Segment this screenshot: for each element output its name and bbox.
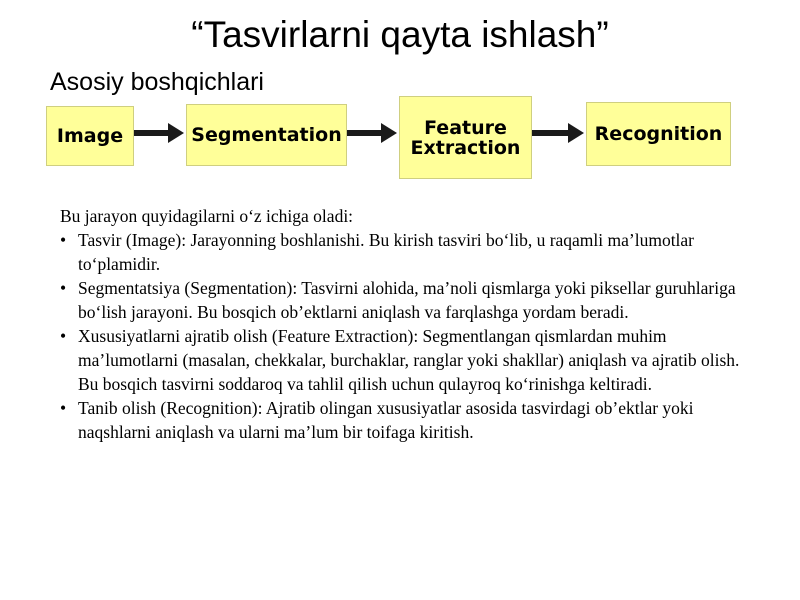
step-image-box [46,106,134,166]
list-item [60,324,750,396]
arrow-icon [532,121,586,145]
bullet-icon: • [60,326,67,346]
list-item-text: Xususiyatlarni ajratib olish (Feature Extraction): Segmentlangan qismlardan muhim ma’lumotlarni (masalan, chekkalar, burchaklar, ranglar yoki shakllar) aniqlash va ajratib olish. Bu bosqich tasvirni soddaroq va tahlil qilish uchun qulayroq ko‘rinishga keltiradi. [78,326,740,394]
list-item [60,396,750,444]
step-feature-extraction-box [399,96,532,179]
step-recognition-box [586,102,731,166]
step-segmentation-label: Segmentation [191,124,342,146]
description-list [60,228,750,444]
list-item [60,276,750,324]
step-feature-extraction-label: Feature Extraction [410,116,521,159]
bullet-icon: • [60,398,67,418]
slide-subtitle: Asosiy boshqichlari [50,68,264,96]
list-item-text: Tanib olish (Recognition): Ajratib olingan xususiyatlar asosida tasvirdagi ob’ektlar yoki naqshlarni aniqlash va ularni ma’lum bir toifaga kiritish. [78,398,694,442]
slide-title: “Tasvirlarni qayta ishlash” [191,14,609,55]
list-item-text: Tasvir (Image): Jarayonning boshlanishi. Bu kirish tasviri bo‘lib, u raqamli ma’lumotlar to‘plamidir. [78,230,695,274]
step-segmentation-box [186,104,347,166]
list-item [60,228,750,276]
arrow-icon [347,121,399,145]
list-item-text: Segmentatsiya (Segmentation): Tasvirni alohida, ma’noli qismlarga yoki piksellar guruhlariga bo‘lish jarayoni. Bu bosqich ob’ektlarni aniqlash va farqlashga yordam beradi. [78,278,736,322]
step-image-label: Image [56,125,124,147]
description-intro: Bu jarayon quyidagilarni o‘z ichiga oladi: [60,206,354,226]
bullet-icon: • [60,278,67,298]
arrow-icon [134,121,186,145]
bullet-icon: • [60,230,67,250]
step-recognition-label: Recognition [594,123,723,145]
description-block [60,204,750,444]
